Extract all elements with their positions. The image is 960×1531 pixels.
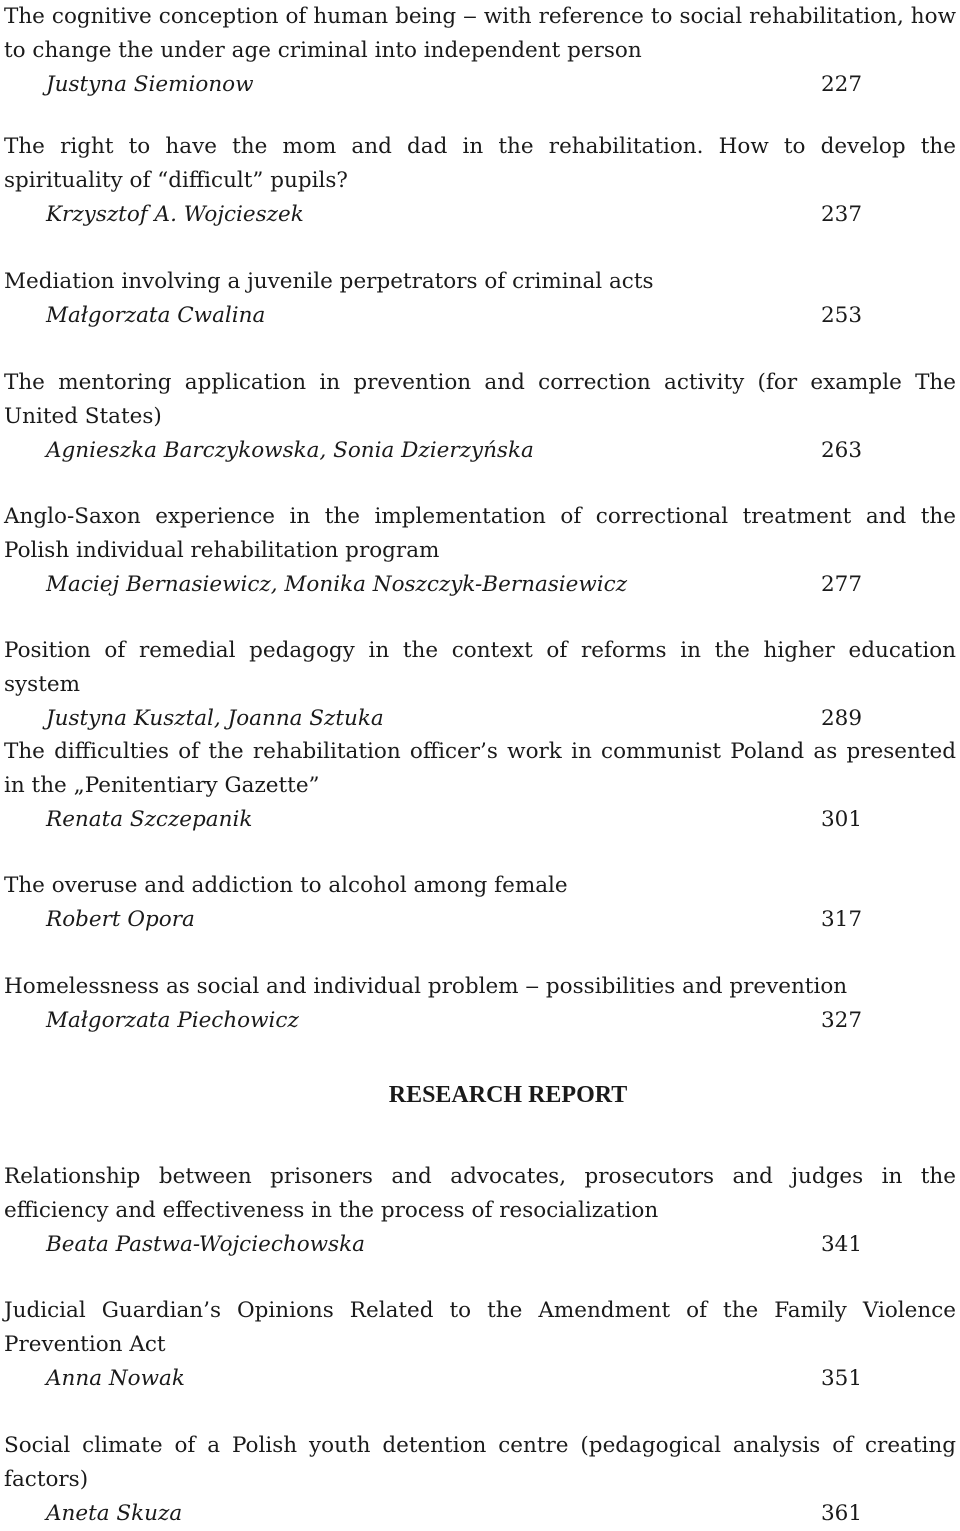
toc-entry <box>4 265 956 333</box>
toc-entry <box>4 366 956 468</box>
entry-author: Justyna Siemionow <box>46 72 254 97</box>
entry-author: Beata Pastwa-Wojciechowska <box>46 1232 365 1257</box>
toc-entry <box>4 735 956 837</box>
entry-author: Agnieszka Barczykowska, Sonia Dzierzyńska <box>46 438 534 463</box>
section-heading: RESEARCH REPORT <box>388 1082 628 1108</box>
entry-title: Position of remedial pedagogy in the context of reforms in the higher education system <box>4 638 956 697</box>
entry-title: The mentoring application in prevention and correction activity (for example The United States) <box>4 370 956 429</box>
entry-title: The overuse and addiction to alcohol among female <box>4 873 568 898</box>
entry-title: Homelessness as social and individual problem ‒ possibilities and prevention <box>4 974 848 999</box>
entry-page-number: 317 <box>821 907 863 932</box>
entry-author: Aneta Skuza <box>46 1501 183 1526</box>
entry-title: Relationship between prisoners and advocates, prosecutors and judges in the efficiency and effectiveness in the process of resocialization <box>4 1164 956 1223</box>
entry-page-number: 237 <box>821 202 863 227</box>
entry-title: Social climate of a Polish youth detention centre (pedagogical analysis of creating factors) <box>4 1433 956 1492</box>
toc-entry <box>4 634 956 736</box>
entry-title: The cognitive conception of human being ‒ with reference to social rehabilitation, how to change the under age criminal into independent person <box>4 4 956 63</box>
entry-title: Anglo-Saxon experience in the implementation of correctional treatment and the Polish individual rehabilitation program <box>4 504 956 563</box>
entry-title: The difficulties of the rehabilitation officer’s work in communist Poland as presented in the „Penitentiary Gazette” <box>4 739 956 798</box>
toc-entry <box>4 130 956 232</box>
entry-title: The right to have the mom and dad in the rehabilitation. How to develop the spirituality of “difficult” pupils? <box>4 134 956 193</box>
entry-title: Judicial Guardian’s Opinions Related to the Amendment of the Family Violence Prevention Act <box>4 1298 956 1357</box>
entry-author: Małgorzata Cwalina <box>46 303 266 328</box>
entry-page-number: 277 <box>821 572 863 597</box>
entry-author: Małgorzata Piechowicz <box>46 1008 299 1033</box>
entry-page-number: 341 <box>821 1232 863 1257</box>
entry-author: Renata Szczepanik <box>46 807 253 832</box>
toc-entry <box>4 500 956 602</box>
entry-page-number: 301 <box>821 807 863 832</box>
toc-entry <box>4 0 956 102</box>
entry-author: Anna Nowak <box>46 1366 185 1391</box>
toc-entry <box>4 1294 956 1396</box>
entry-page-number: 327 <box>821 1008 863 1033</box>
entry-page-number: 361 <box>821 1501 863 1526</box>
entry-page-number: 289 <box>821 706 863 731</box>
entry-page-number: 253 <box>821 303 863 328</box>
entry-author: Robert Opora <box>46 907 195 932</box>
toc-entry <box>4 869 956 937</box>
toc-entry <box>4 1429 956 1531</box>
entry-author: Maciej Bernasiewicz, Monika Noszczyk-Bernasiewicz <box>46 572 628 597</box>
entry-page-number: 227 <box>821 72 863 97</box>
toc-entry <box>4 970 956 1038</box>
entry-page-number: 263 <box>821 438 863 463</box>
toc-entry <box>4 1160 956 1262</box>
entry-page-number: 351 <box>821 1366 863 1391</box>
entry-title: Mediation involving a juvenile perpetrators of criminal acts <box>4 269 654 294</box>
entry-author: Krzysztof A. Wojcieszek <box>46 202 304 227</box>
entry-author: Justyna Kusztal, Joanna Sztuka <box>46 706 384 731</box>
